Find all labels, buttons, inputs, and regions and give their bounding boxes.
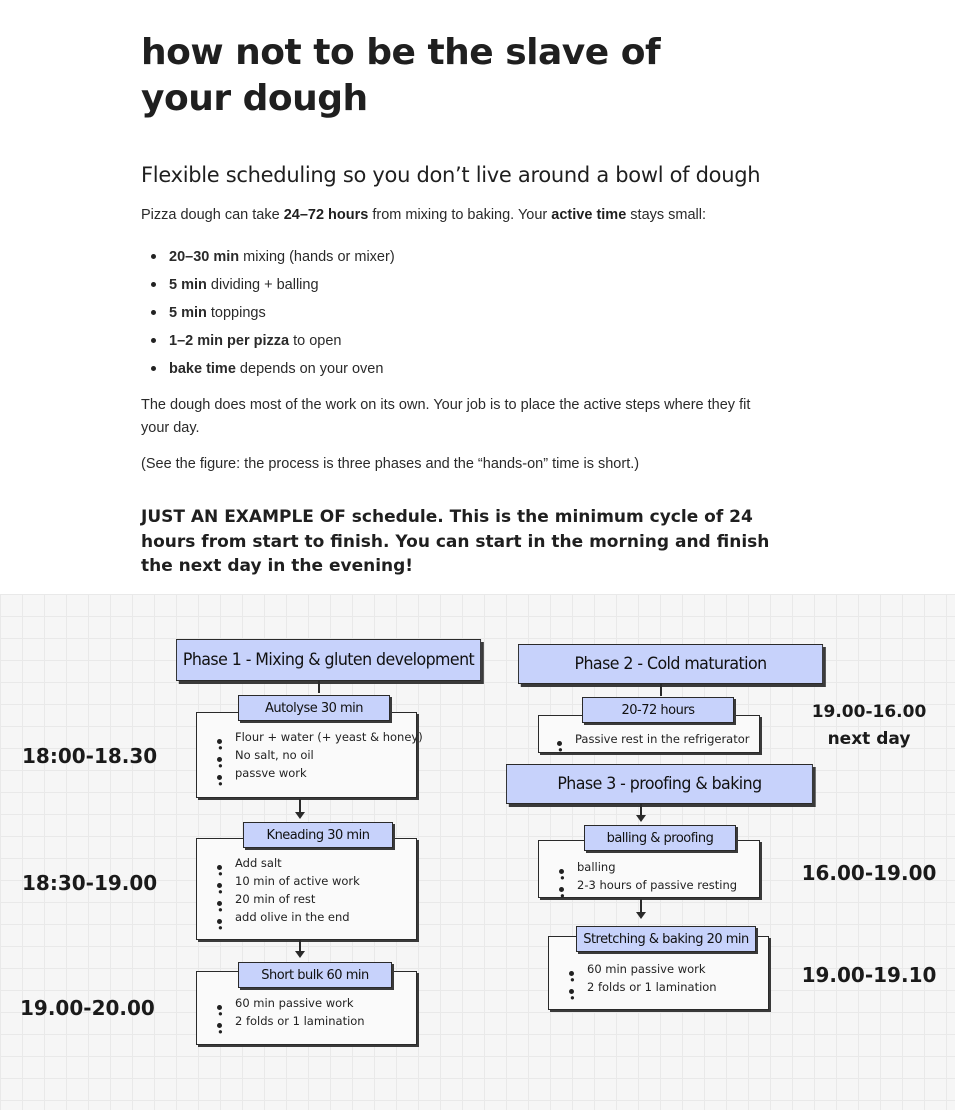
kneading-tag: Kneading 30 min bbox=[243, 822, 393, 848]
time-cold-maturation-note: next day bbox=[827, 729, 911, 749]
list-item: • passve work bbox=[207, 764, 423, 782]
kneading-items bbox=[207, 854, 360, 926]
list-item: • 2 folds or 1 lamination bbox=[207, 1012, 365, 1030]
paragraph-dough-work: The dough does most of the work on its own. Your job is to place the active steps where they fit your day. bbox=[141, 397, 751, 436]
connector-line bbox=[318, 681, 320, 693]
balling-items bbox=[549, 858, 737, 894]
phase2-header: Phase 2 - Cold maturation bbox=[518, 644, 823, 684]
time-balling: 16.00-19.00 bbox=[801, 861, 937, 885]
time-cold-maturation-range: 19.00-16.00 bbox=[811, 702, 927, 722]
short-bulk-items bbox=[207, 994, 365, 1030]
list-item: • 60 min passive work bbox=[207, 994, 365, 1012]
time-autolyse: 18:00-18.30 bbox=[22, 744, 158, 768]
list-item: • No salt, no oil bbox=[207, 746, 423, 764]
list-item: 5 min dividing + balling bbox=[141, 271, 395, 299]
arrow-down-icon bbox=[636, 912, 646, 919]
phase3-header: Phase 3 - proofing & baking bbox=[506, 764, 813, 804]
active-time-list bbox=[141, 243, 395, 383]
balling-tag: balling & proofing bbox=[584, 825, 736, 851]
kneading-box bbox=[196, 838, 417, 940]
list-item: 1–2 min per pizza to open bbox=[141, 327, 395, 355]
phase1-header: Phase 1 - Mixing & gluten development bbox=[176, 639, 481, 681]
autolyse-tag: Autolyse 30 min bbox=[238, 695, 390, 721]
time-short-bulk: 19.00-20.00 bbox=[20, 996, 155, 1020]
connector-line bbox=[640, 899, 642, 913]
autolyse-items bbox=[207, 728, 423, 782]
cold-maturation-items bbox=[547, 730, 750, 748]
list-item: bake time depends on your oven bbox=[141, 355, 395, 383]
time-cold-maturation bbox=[800, 699, 938, 753]
list-item: • Add salt bbox=[207, 854, 360, 872]
arrow-down-icon bbox=[295, 951, 305, 958]
example-heading: JUST AN EXAMPLE OF schedule. This is the minimum cycle of 24 hours from start to finish. You can start in the morning and finish the next day in the evening! bbox=[141, 507, 770, 576]
list-item: • add olive in the end bbox=[207, 908, 360, 926]
arrow-down-icon bbox=[295, 812, 305, 819]
list-item: • Passive rest in the refrigerator bbox=[547, 730, 750, 748]
list-item: • balling bbox=[549, 858, 737, 876]
time-stretching: 19.00-19.10 bbox=[801, 963, 937, 987]
list-item: • Flour + water (+ yeast & honey) bbox=[207, 728, 423, 746]
short-bulk-tag: Short bulk 60 min bbox=[238, 962, 392, 988]
page-title: how not to be the slave of your dough bbox=[141, 32, 661, 119]
time-kneading: 18:30-19.00 bbox=[22, 871, 158, 895]
list-item: 20–30 min mixing (hands or mixer) bbox=[141, 243, 395, 271]
section-heading: Flexible scheduling so you don’t live around a bowl of dough bbox=[141, 163, 761, 187]
stretching-tag: Stretching & baking 20 min bbox=[576, 926, 756, 952]
list-item: • 2 folds or 1 lamination bbox=[559, 978, 717, 996]
list-item: 5 min toppings bbox=[141, 299, 395, 327]
autolyse-box bbox=[196, 712, 423, 798]
arrow-down-icon bbox=[636, 815, 646, 822]
list-item: • 10 min of active work bbox=[207, 872, 360, 890]
schedule-figure bbox=[0, 594, 955, 1110]
intro-paragraph: Pizza dough can take 24–72 hours from mixing to baking. Your active time stays small: bbox=[141, 207, 707, 223]
stretching-items bbox=[559, 960, 717, 996]
paragraph-figure-note: (See the figure: the process is three phases and the “hands-on” time is short.) bbox=[141, 456, 640, 472]
cold-maturation-tag: 20-72 hours bbox=[582, 697, 734, 723]
list-item: • 2-3 hours of passive resting bbox=[549, 876, 737, 894]
list-item: • 20 min of rest bbox=[207, 890, 360, 908]
list-item: • 60 min passive work bbox=[559, 960, 717, 978]
connector-line bbox=[299, 799, 301, 813]
connector-line bbox=[660, 684, 662, 696]
